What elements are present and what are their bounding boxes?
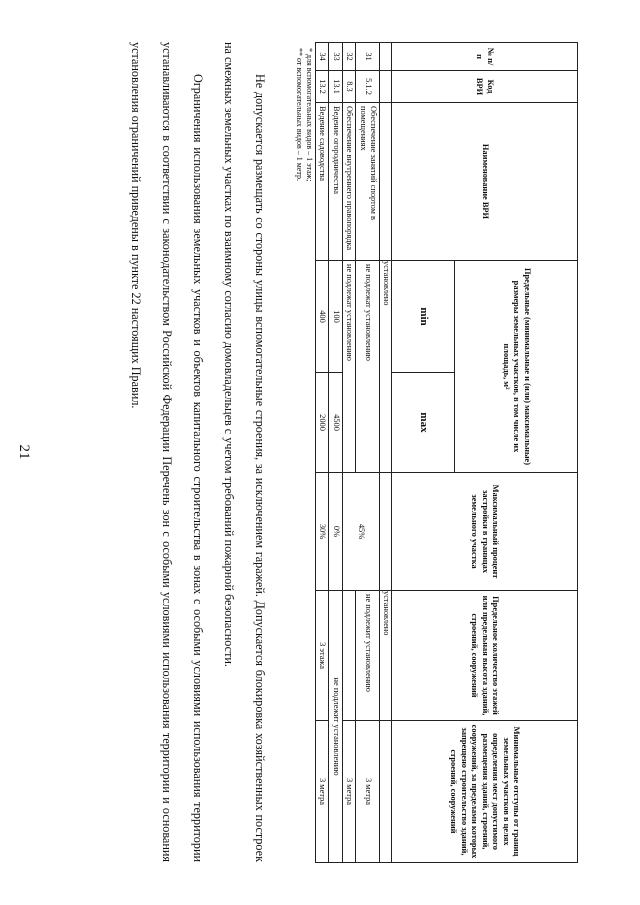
page-content — [108, 42, 578, 862]
paragraph: Не допускается размещать со стороны улицы вспомогательные строения, за исключением гаражей. Допускается блокировка хозяйственных построек на смежных земельных участках по взаимному согласию домовладельцев с учетом требований пожарной безопасности. — [222, 42, 268, 862]
cell-code: 13.1 — [329, 71, 343, 103]
cell-size: не подлежат установлению — [356, 261, 380, 473]
cell-name: Ведение садоводства — [316, 103, 330, 261]
body-text — [120, 42, 275, 862]
cell-name: Обеспечение занятий спортом в помещениях — [356, 103, 380, 261]
cell-num: 32 — [343, 43, 357, 71]
cell-floors: 3 этажа — [316, 591, 330, 721]
cell-num: 33 — [329, 43, 343, 71]
header-setback: Минимальные отступы от границ земельных участков в целях определения мест допустимого размещения зданий, строений, сооружений, за пределами которых запрещено строительство зданий, строений, сооружений — [392, 721, 578, 863]
cell-code: 13.2 — [316, 71, 330, 103]
cell-floors: не подлежит установлению — [329, 591, 343, 863]
cell-min: 100 — [329, 261, 343, 373]
header-min: min — [392, 261, 455, 373]
cell-num: 31 — [356, 43, 380, 71]
cell-percent: 0% — [329, 473, 343, 591]
footnote: ** от вспомогательных видов – 1 метр. — [294, 48, 304, 181]
page-number: 21 — [16, 444, 32, 460]
cell-name: Ведение огородничества — [329, 103, 343, 261]
header-size: Предельные (минимальные и (или) максимальные) размеры земельных участков, в том числе их площадь, м² — [455, 261, 578, 473]
cell-setback: 3 метра — [356, 721, 380, 863]
header-floors: Предельное количество этажей или предельная высота зданий, строений, сооружений — [392, 591, 578, 721]
table-row — [329, 43, 343, 863]
cell-max: 2000 — [316, 373, 330, 473]
footnotes — [293, 42, 314, 862]
header-name: Наименование ВРИ — [392, 103, 578, 261]
cell-floors: установлено — [380, 591, 392, 721]
cell-percent: 45% — [343, 473, 381, 591]
cell-num: 34 — [316, 43, 330, 71]
cell-name: Обеспечение внутреннего правопорядка — [343, 103, 357, 261]
cell-code: 8.3 — [343, 71, 357, 103]
header-code: Код ВРИ — [392, 71, 578, 103]
header-percent: Максимальный процент застройки в границах земельного участка — [392, 473, 578, 591]
cell-percent: 30% — [316, 473, 330, 591]
footnote: * для вспомогательных видов – 1 этаж; — [305, 48, 314, 182]
table-row — [343, 43, 357, 863]
table-header-row — [455, 43, 578, 863]
header-num: № п/п — [392, 43, 578, 71]
header-max: max — [392, 373, 455, 473]
cell-size: установлено — [380, 261, 392, 473]
cell-floors: не подлежит установлению — [356, 591, 380, 721]
paragraph: Ограничения использования земельных участков и объектов капитального строительства в зонах с особыми условиями использования территории устанавливаются в соответствии с законодательством Российской Федерации Перечень зон с особыми условиями использования территории и основания установления ограничений приведены в пункте 22 настоящих Правил. — [129, 42, 206, 862]
cell-setback: 3 метра — [343, 721, 357, 863]
table-row — [356, 43, 380, 863]
vri-table — [315, 42, 578, 863]
table-row — [380, 43, 392, 863]
table-row — [316, 43, 330, 863]
cell-size: не подлежат установлению — [343, 261, 357, 473]
cell-setback: 3 метра — [316, 721, 330, 863]
cell-min: 400 — [316, 261, 330, 373]
cell-code: 5.1.2 — [356, 71, 380, 103]
cell-max: 4500 — [329, 373, 343, 473]
